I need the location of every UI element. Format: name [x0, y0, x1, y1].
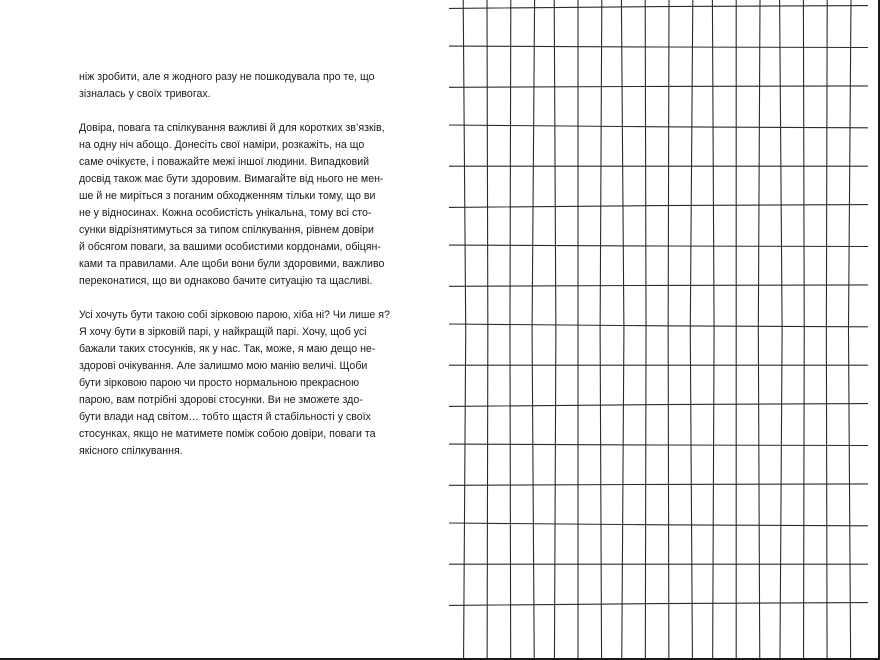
paragraph-gap	[79, 103, 383, 120]
right-page-grid	[449, 0, 870, 660]
text-line: сунки відрізнятимуться за типом спілкування, рівнем довіри	[79, 224, 374, 236]
text-line: ніж зробити, але я жодного разу не пошкодувала про те, що	[79, 71, 375, 83]
grid-vertical-line	[803, 0, 804, 660]
grid-horizontal-line	[449, 444, 868, 445]
text-line: ше й не миріться з поганим обходженням тільки тому, що ви	[79, 190, 376, 202]
grid-vertical-line	[532, 0, 535, 660]
text-line: бути зірковою парою чи просто нормальною прекрасною	[79, 377, 360, 389]
grid-vertical-line	[600, 0, 602, 660]
text-line: здорові очікування. Але залишмо мою манію величі. Щоби	[79, 360, 368, 372]
grid-horizontal-line	[449, 285, 868, 286]
paragraph	[79, 307, 390, 460]
text-line: бути влади над світом… тобто щастя й стабільності у своїх	[79, 411, 371, 423]
text-line: не у відносинах. Кожна особистість унікальна, тому всі сто-	[79, 207, 372, 219]
text-line: досвід також має бути здоровим. Вимагайте від нього не мен-	[79, 173, 384, 185]
text-line: на одну ніч абощо. Донесіть свої наміри, розкажіть, на що	[79, 139, 365, 151]
grid-vertical-line	[645, 0, 646, 660]
grid-horizontal-line	[449, 46, 868, 47]
text-line: зізналась у своїх тривогах.	[79, 88, 211, 100]
grid-horizontal-line	[449, 245, 868, 246]
grid-horizontal-line	[449, 324, 868, 327]
text-line: переконатися, що ви однаково бачите ситуацію та щасливі.	[79, 275, 373, 287]
grid-horizontal-line	[449, 125, 868, 128]
grid-horizontal-line	[449, 404, 868, 407]
text-line: якісного спілкування.	[79, 445, 183, 457]
paragraph-gap	[79, 290, 383, 307]
grid-vertical-line	[780, 0, 783, 660]
grid-vertical-line	[848, 0, 851, 660]
grid-vertical-line	[554, 0, 556, 660]
text-line: саме очікуєте, і поважайте межі іншої людини. Випадковий	[79, 156, 370, 168]
text-line: парою, вам потрібні здорові стосунки. Ви не зможете здо-	[79, 394, 363, 406]
grid-vertical-line	[826, 0, 827, 660]
text-line: стосунках, якщо не матимете поміж собою довіри, поваги та	[79, 428, 376, 440]
text-line: ками та правилами. Але щоби вони були здоровими, важливо	[79, 258, 385, 270]
grid-horizontal-line	[449, 86, 868, 87]
text-line: й обсягом поваги, за вашими особистими кордонами, обіцян-	[79, 241, 381, 253]
grid-horizontal-line	[449, 484, 868, 485]
grid-vertical-line	[758, 0, 760, 660]
grid-vertical-line	[463, 0, 466, 660]
text-line: бажали таких стосунків, як у нас. Так, може, я маю дещо не-	[79, 343, 376, 355]
grid-vertical-line	[621, 0, 624, 660]
grid-vertical-line	[487, 0, 488, 660]
grid-horizontal-line	[449, 523, 868, 526]
hand-drawn-grid	[449, 0, 870, 660]
paragraph	[79, 120, 383, 290]
grid-vertical-line	[668, 0, 669, 660]
body-text	[79, 69, 390, 460]
grid-vertical-line	[712, 0, 714, 660]
text-line: Я хочу бути в зірковій парі, у найкращій парі. Хочу, щоб усі	[79, 326, 367, 338]
grid-horizontal-line	[449, 205, 868, 208]
paragraph	[79, 69, 383, 103]
grid-vertical-line	[690, 0, 693, 660]
text-line: Довіра, повага та спілкування важливі й для коротких зв’язків,	[79, 122, 385, 134]
grid-vertical-line	[510, 0, 511, 660]
grid-horizontal-line	[449, 6, 868, 9]
grid-horizontal-line	[449, 603, 868, 606]
text-line: Усі хочуть бути такою собі зірковою парою, хіба ні? Чи лише я?	[79, 309, 390, 321]
